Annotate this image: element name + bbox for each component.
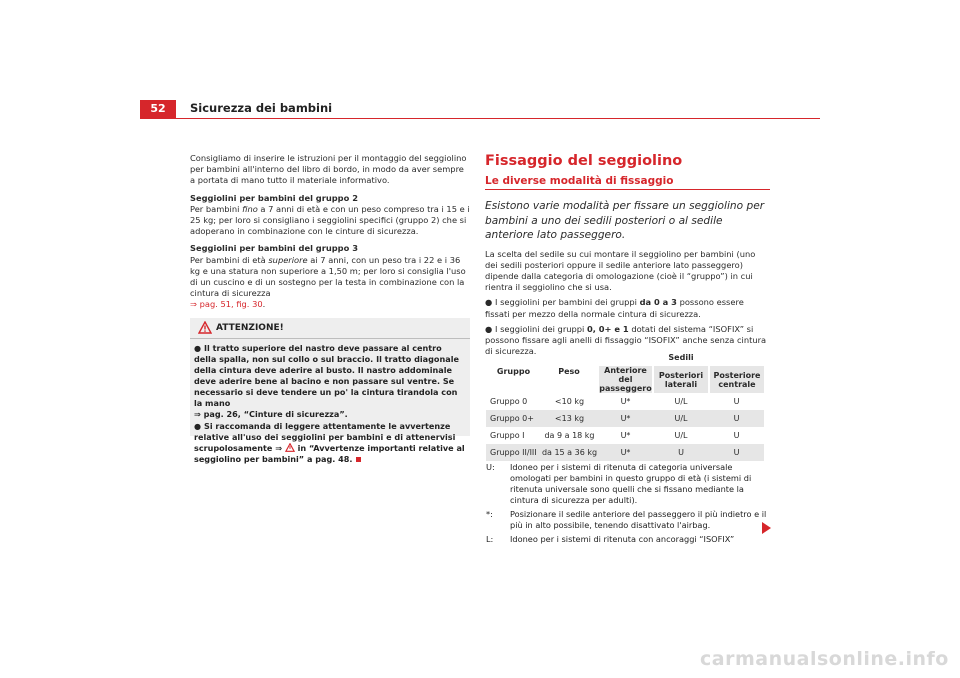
chapter-title: Sicurezza dei bambini xyxy=(190,101,333,115)
fig-reference-link[interactable]: ⇒ pag. 51, fig. 30 xyxy=(190,299,263,310)
header-gruppo: Gruppo xyxy=(496,366,531,376)
bullet-item-1: ● I seggiolini per bambini dei gruppi da 0 a 3 possono essere fissati per mezzo della normale cintura di sicurezza. xyxy=(485,297,744,319)
right-column xyxy=(485,153,770,361)
header-anteriore: Anteriore del passeggero xyxy=(599,366,652,393)
legend-notes xyxy=(486,462,771,548)
group3-heading: Seggiolini per bambini del gruppo 3 xyxy=(190,243,358,254)
lead-paragraph: Esistono varie modalità per fissare un seggiolino per bambini a uno dei sedili posteriori o al sedile anteriore lato passeggero. xyxy=(485,200,765,241)
bullet-icon: ● xyxy=(194,343,202,353)
group2-heading: Seggiolini per bambini del gruppo 2 xyxy=(190,192,358,203)
table-row: Gruppo 0+ <13 kg U* U/L U xyxy=(486,410,764,427)
intro-paragraph: Consigliamo di inserire le istruzioni per il montaggio del seggiolino per bambini all'interno del libro di bordo, in modo da aver sempre a portata di mano tutto il materiale informativo. xyxy=(190,153,467,186)
note-item: L: Idoneo per i sistemi di ritenuta con ancoraggi “ISOFIX” xyxy=(486,534,735,544)
table-row: Gruppo II/III da 15 a 36 kg U* U U xyxy=(486,444,764,461)
group2-paragraph: Per bambini fino a 7 anni di età e con un peso compreso tra i 15 e i 25 kg; per loro si consigliano i seggiolini specifici (gruppo 2) che si adoperano in combinazione con le cinture di sicurezza. xyxy=(190,203,470,237)
subsection-title: Le diverse modalità di fissaggio xyxy=(485,175,770,190)
section-title: Fissaggio del seggiolino xyxy=(485,153,683,169)
note-item: *: Posizionare il sedile anteriore del passeggero il più indietro e il più in alto possibile, tenendo disattivato l'airbag. xyxy=(486,509,767,530)
footer-watermark: carmanualsonline.info xyxy=(700,648,949,670)
warning-item-2: ● Si raccomanda di leggere attentamente le avvertenze relative all'uso dei seggiolini per bambini e di attenervisi scrupolosamente ⇒ in “Avvertenze importanti relative al seggiolino per bambini” a pag. 48. xyxy=(194,421,465,464)
next-page-arrow-icon[interactable] xyxy=(762,522,771,534)
body-paragraph: La scelta del sedile su cui montare il seggiolino per bambini (uno dei sedili posteriori oppure il sedile anteriore lato passeggero) dipende dalla categoria di omologazione (cioè il “gruppo”) in cui rientra il seggiolino che si usa. xyxy=(485,248,756,293)
warning-inline-icon xyxy=(285,443,295,452)
warning-box xyxy=(190,318,470,464)
bullet-icon: ● xyxy=(194,421,202,431)
table-row: Gruppo I da 9 a 18 kg U* U/L U xyxy=(486,427,764,444)
warning-triangle-icon xyxy=(198,321,212,334)
note-item: U: Idoneo per i sistemi di ritenuta di categoria universale omologati per bambini in questo gruppo di età (i sistemi di ritenuta universale sono quelli che si fissano mediante la cintura di sicurezza per adulti). xyxy=(486,462,752,505)
warning-item-1: ● Il tratto superiore del nastro deve passare al centro della spalla, non sul collo o sul braccio. Il tratto diagonale della cintura deve aderire al busto. Il nastro addominale deve aderire bene al bacino e non passare sul ventre. Se necessario si deve tendere un po' la cintura tirandola con la mano ⇒ pag. 26, “Cinture di sicurezza”. xyxy=(194,343,459,419)
header-sedili: Sedili xyxy=(668,353,694,362)
header-divider xyxy=(140,118,820,119)
warning-body xyxy=(190,339,470,465)
group3-paragraph: Per bambini di età superiore ai 7 anni, con un peso tra i 22 e i 36 kg e una statura non superiore a 1,50 m; per loro si consiglia l'uso di un cuscino e di un sostegno per la testa in combinazione con la cintura di sicurezza ⇒ pag. 51, fig. 30. xyxy=(190,254,466,310)
table-row: Gruppo 0 <10 kg U* U/L U xyxy=(486,393,764,410)
page-number: 52 xyxy=(150,102,166,115)
bullet-icon: ● xyxy=(485,297,493,308)
warning-header xyxy=(190,318,470,339)
header-posteriore: Posteriore centrale xyxy=(709,366,764,393)
warning-title: ATTENZIONE! xyxy=(216,323,284,333)
left-column xyxy=(190,153,470,317)
header-peso: Peso xyxy=(558,366,580,376)
warning-ref-link[interactable]: ⇒ pag. 26, “Cinture di sicurezza”. xyxy=(194,409,348,419)
header-posteriori: Posteriori laterali xyxy=(653,366,709,393)
page-number-badge xyxy=(140,100,176,118)
seat-compatibility-table xyxy=(486,349,764,461)
bullet-icon: ● xyxy=(485,323,493,334)
bullet-item-2: ● I seggiolini dei gruppi 0, 0+ e 1 dotati del sistema “ISOFIX” si possono fissare agli anelli di fissaggio “ISOFIX” anche senza cintura di sicurezza. xyxy=(485,323,767,357)
end-marker-icon xyxy=(356,457,361,462)
